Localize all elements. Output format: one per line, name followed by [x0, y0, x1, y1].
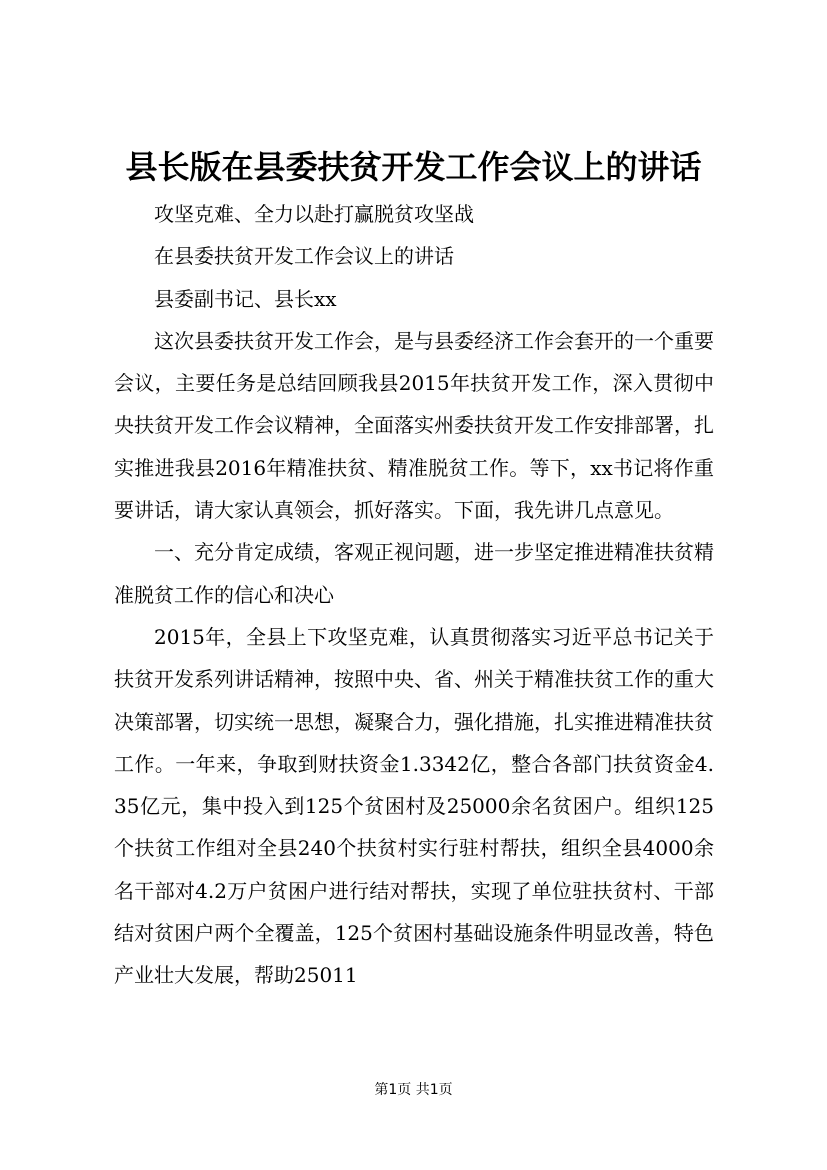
paragraph-achievements: 2015年，全县上下攻坚克难，认真贯彻落实习近平总书记关于扶贫开发系列讲话精神，按照中央、省、州关于精准扶贫工作的重大决策部署，切实统一思想，凝聚合力，强化措施，扎实推进精准扶贫工作。一年来，争取到财扶资金1.3342亿，整合各部门扶贫资金4.35亿元，集中投入到125个贫困村及25000余名贫困户。组织125个扶贫工作组对全县240个扶贫村实行驻村帮扶，组织全县4000余名干部对4.2万户贫困户进行结对帮扶，实现了单位驻扶贫村、干部结对贫困户两个全覆盖，125个贫困村基础设施条件明显改善，特色产业壮大发展，帮助25011 — [114, 624, 714, 988]
page-number-footer: 第1页 共1页 — [374, 1082, 453, 1098]
document-title: 县长版在县委扶贫开发工作会议上的讲话 — [125, 148, 702, 186]
paragraph-intro: 这次县委扶贫开发工作会，是与县委经济工作会套开的一个重要会议，主要任务是总结回顾我县2015年扶贫开发工作，深入贯彻中央扶贫开发工作会议精神，全面落实州委扶贫开发工作安排部署，扎实推进我县2016年精准扶贫、精准脱贫工作。等下，xx书记将作重要讲话，请大家认真领会，抓好落实。下面，我先讲几点意见。 — [114, 328, 714, 523]
subheading-occasion: 在县委扶贫开发工作会议上的讲话 — [154, 244, 454, 269]
document-body — [114, 193, 714, 997]
subheading-speaker: 县委副书记、县长xx — [154, 286, 337, 311]
paragraph-section-heading: 一、充分肯定成绩，客观正视问题，进一步坚定推进精准扶贫精准脱贫工作的信心和决心 — [114, 540, 714, 607]
subheading-theme: 攻坚克难、全力以赴打赢脱贫攻坚战 — [154, 202, 474, 226]
